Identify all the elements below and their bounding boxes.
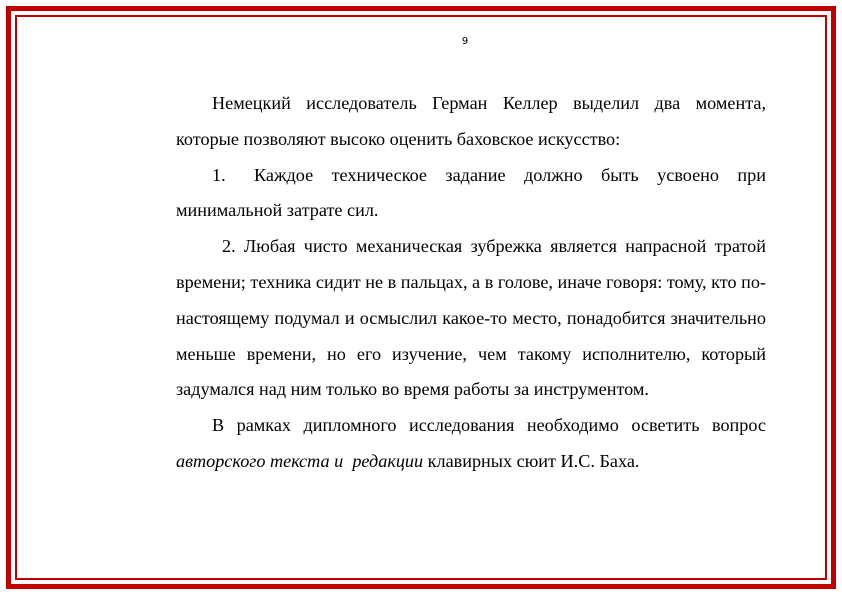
list-item-1-text: Каждое техническое задание должно быть усвоено при минимальной затрате сил. <box>176 164 766 221</box>
list-item-1-number: 1. <box>212 164 226 185</box>
conclusion-text-start: В рамках дипломного исследования необходимо осветить вопрос <box>212 415 766 436</box>
conclusion-paragraph <box>176 408 766 480</box>
conclusion-spacer <box>343 451 352 471</box>
body-text <box>176 86 766 480</box>
list-item-1 <box>176 158 766 230</box>
list-item-2: 2. Любая чисто механическая зубрежка является напрасной тратой времени; техника сидит не в пальцах, а в голове, иначе говоря: тому, кто по-настоящему подумал и осмыслил какое-то место, понадобится значительно меньше времени, но его изучение, чем такому исполнителю, который задумался над ним только во время работы за инструментом. <box>176 236 766 400</box>
conclusion-text-end: клавирных сюит И.С. Баха. <box>423 450 640 471</box>
intro-paragraph: Немецкий исследователь Герман Келлер выделил два момента, которые позволяют высоко оценить баховское искусство: <box>176 93 766 149</box>
conclusion-italic-author-text: авторского текста и <box>176 450 344 471</box>
page-number: 9 <box>461 36 469 47</box>
conclusion-italic-editions: редакции <box>352 450 424 471</box>
